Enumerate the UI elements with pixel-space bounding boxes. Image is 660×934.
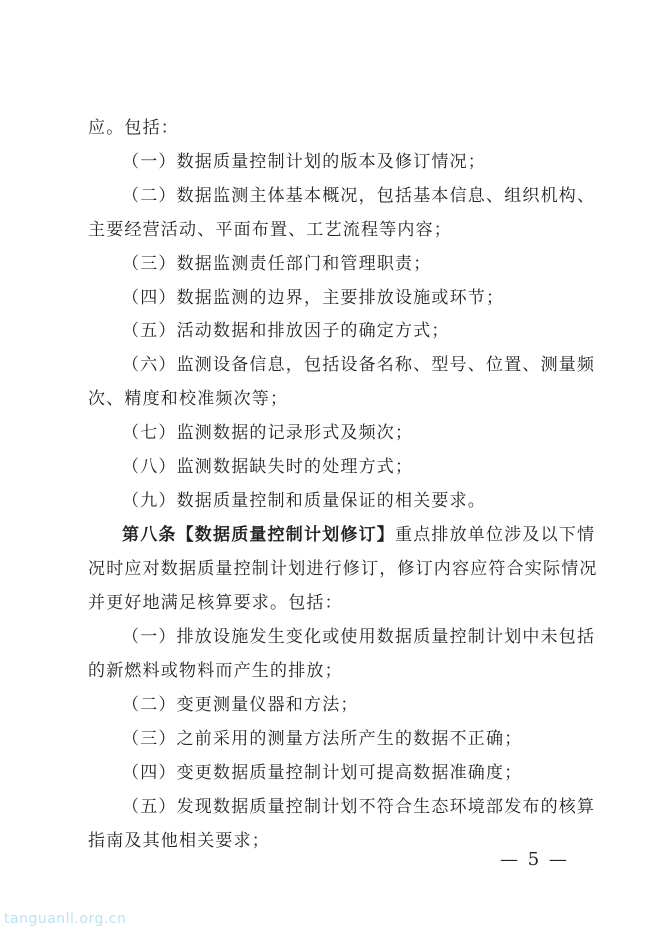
article-heading-line	[122, 525, 622, 545]
list-item: （二）数据监测主体基本概况，包括基本信息、组织机构、	[122, 186, 596, 206]
text-line: 次、精度和校准频次等；	[88, 389, 289, 409]
list-item: （四）数据监测的边界，主要排放设施或环节；	[122, 288, 505, 308]
list-item: （六）监测设备信息，包括设备名称、型号、位置、测量频	[122, 355, 596, 375]
list-item: （七）监测数据的记录形式及频次；	[122, 423, 414, 443]
text-line: 的新燃料或物料而产生的排放；	[88, 661, 343, 681]
list-item: （三）之前采用的测量方法所产生的数据不正确；	[122, 729, 523, 749]
text-line: 并更好地满足核算要求。包括：	[88, 593, 343, 613]
list-item: （三）数据监测责任部门和管理职责；	[122, 254, 432, 274]
list-item: （一）排放设施发生变化或使用数据质量控制计划中未包括	[122, 627, 596, 647]
text-line: 指南及其他相关要求；	[88, 831, 270, 851]
text-line: 主要经营活动、平面布置、工艺流程等内容；	[88, 220, 452, 240]
list-item: （五）活动数据和排放因子的确定方式；	[122, 321, 450, 341]
article-heading-rest: 重点排放单位涉及以下情	[395, 525, 596, 545]
text-line: 应。包括：	[88, 118, 179, 138]
watermark: tanguanli.org.cn	[4, 911, 127, 927]
article-heading: 第八条【数据质量控制计划修订】	[122, 525, 395, 545]
list-item: （四）变更数据质量控制计划可提高数据准确度；	[122, 763, 523, 783]
list-item: （五）发现数据质量控制计划不符合生态环境部发布的核算	[122, 797, 596, 817]
page-number: — 5 —	[500, 849, 569, 870]
list-item: （八）监测数据缺失时的处理方式；	[122, 457, 414, 477]
list-item: （一）数据质量控制计划的版本及修订情况；	[122, 152, 486, 172]
list-item: （二）变更测量仪器和方法；	[122, 695, 359, 715]
list-item: （九）数据质量控制和质量保证的相关要求。	[122, 491, 486, 511]
text-line: 况时应对数据质量控制计划进行修订，修订内容应符合实际情况	[88, 559, 598, 579]
